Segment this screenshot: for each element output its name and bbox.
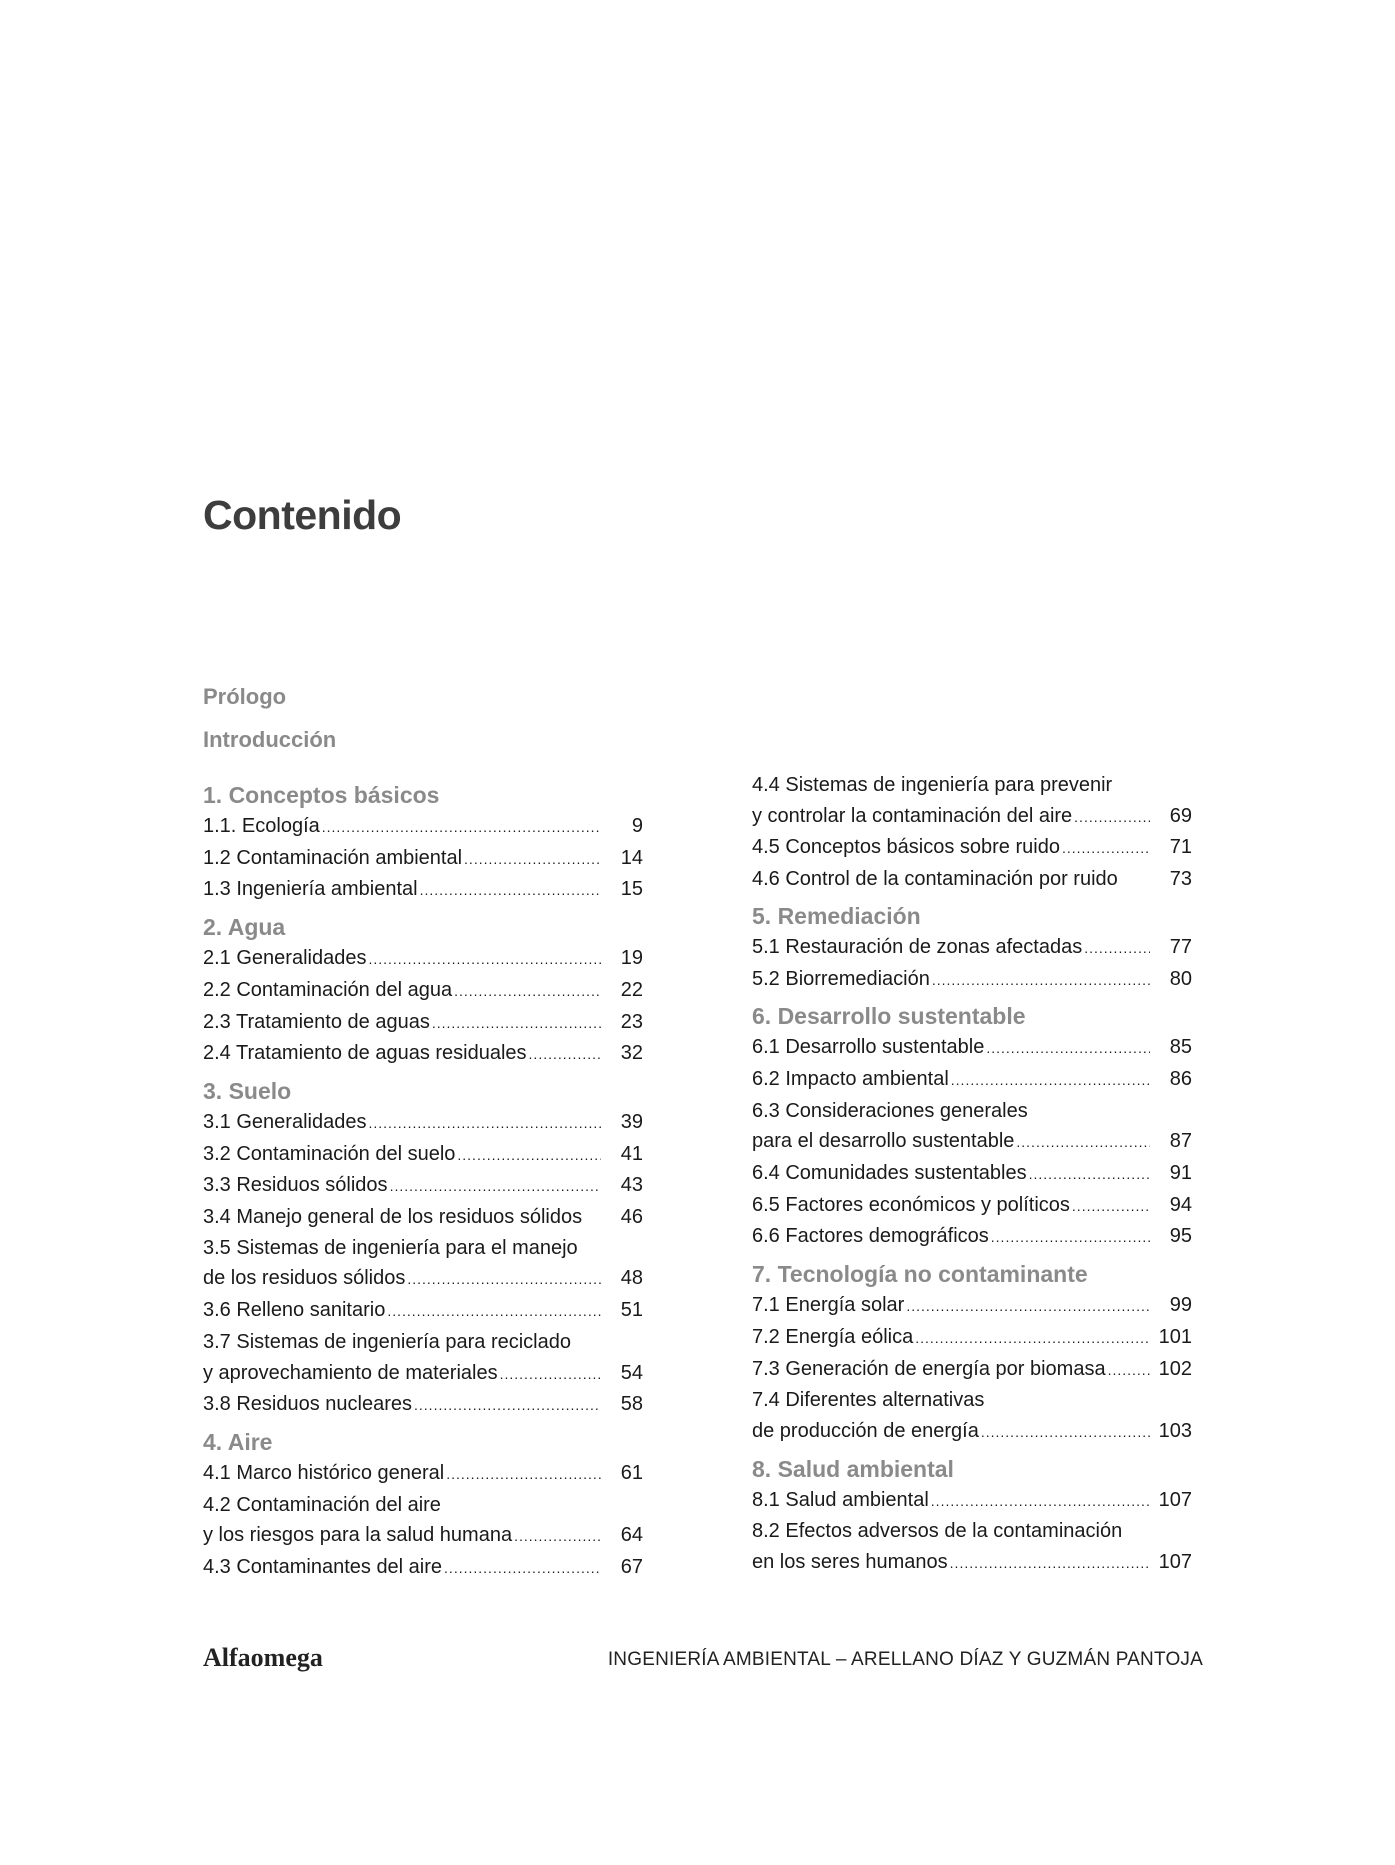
toc-page-number: 91 (1169, 1162, 1192, 1185)
toc-entry-title: 3.6 Relleno sanitario (203, 1299, 386, 1322)
toc-entry-title: de producción de energía (752, 1419, 979, 1442)
toc-entry-title: de los residuos sólidos (203, 1267, 406, 1290)
dot-leader (457, 1140, 601, 1171)
dot-leader (1029, 1159, 1150, 1190)
toc-page-number: 80 (1169, 967, 1192, 990)
toc-entry-title: 5.1 Restauración de zonas afectadas (752, 935, 1083, 958)
toc-entry[interactable] (203, 943, 643, 975)
toc-entry-title: 4.5 Conceptos básicos sobre ruido (752, 836, 1060, 859)
toc-entry-row (752, 1190, 1192, 1222)
dot-leader (414, 1390, 601, 1421)
toc-entry-row (203, 1139, 643, 1171)
toc-entry-row (752, 801, 1192, 833)
dot-leader (1074, 802, 1150, 833)
toc-entry[interactable] (752, 932, 1192, 964)
toc-entry-title: 8.1 Salud ambiental (752, 1488, 929, 1511)
toc-page-number: 46 (620, 1206, 643, 1229)
toc-section-heading[interactable]: 6. Desarrollo sustentable (752, 1003, 1026, 1030)
dot-leader (407, 1264, 601, 1295)
toc-page-number: 19 (620, 947, 643, 970)
dot-leader (529, 1039, 601, 1070)
dot-leader (950, 1548, 1150, 1579)
toc-entry-title: 6.5 Factores económicos y políticos (752, 1193, 1070, 1216)
toc-page-number: 85 (1169, 1036, 1192, 1059)
running-footer-text: INGENIERÍA AMBIENTAL – ARELLANO DÍAZ Y GUZMÁN PANTOJA (607, 1649, 1203, 1670)
dot-leader (322, 812, 601, 843)
dot-leader (932, 965, 1150, 996)
dot-leader (1016, 1127, 1150, 1158)
toc-entry-row (203, 874, 643, 906)
toc-page-number: 102 (1158, 1357, 1192, 1380)
toc-entry-row (752, 1485, 1192, 1517)
toc-entry-title: 1.2 Contaminación ambiental (203, 846, 463, 869)
toc-entry[interactable] (752, 1485, 1192, 1517)
toc-entry[interactable] (203, 1233, 643, 1295)
toc-entry[interactable] (752, 1290, 1192, 1322)
toc-entry-row (752, 1354, 1192, 1386)
toc-entry-title: 2.2 Contaminación del agua (203, 978, 453, 1001)
toc-page-number: 39 (620, 1110, 643, 1133)
toc-page-number: 41 (620, 1142, 643, 1165)
dot-leader (387, 1296, 601, 1327)
toc-entry-first-line: 4.4 Sistemas de ingeniería para prevenir (752, 774, 1113, 796)
toc-entry-title: 5.2 Biorremediación (752, 967, 930, 990)
toc-page-number: 48 (620, 1267, 643, 1290)
toc-entry[interactable] (752, 1221, 1192, 1253)
toc-entry-title: 1.1. Ecología (203, 815, 320, 837)
toc-entry-title: 4.6 Control de la contaminación por ruido (752, 868, 1118, 891)
dot-leader (1084, 933, 1150, 964)
toc-entry-row (203, 1458, 643, 1490)
toc-entry-first-line: 3.5 Sistemas de ingeniería para el manejo (203, 1236, 578, 1259)
toc-section-heading[interactable]: 4. Aire (203, 1428, 273, 1455)
toc-entry-row (203, 1038, 643, 1070)
toc-entry-first-line: 7.4 Diferentes alternativas (752, 1389, 985, 1412)
toc-entry-row (752, 964, 1192, 996)
publisher-logo-text: Alfaomega (203, 1643, 323, 1672)
toc-page-number: 71 (1169, 836, 1192, 859)
toc-section-heading[interactable]: 3. Suelo (203, 1077, 292, 1104)
toc-entry-row (203, 811, 643, 843)
toc-page-number: 32 (620, 1042, 643, 1065)
toc-entry-title: 7.1 Energía solar (752, 1294, 905, 1317)
toc-page-number: 107 (1158, 1551, 1192, 1574)
toc-page-number: 23 (620, 1010, 643, 1033)
toc-entry[interactable] (203, 975, 643, 1007)
toc-entry-title: 7.3 Generación de energía por biomasa (752, 1357, 1106, 1380)
toc-entry-row (203, 843, 643, 875)
toc-entry-row (752, 1416, 1192, 1448)
toc-entry[interactable] (752, 964, 1192, 996)
toc-entry[interactable] (752, 1385, 1192, 1447)
toc-entry-row (752, 932, 1192, 964)
dot-leader (906, 1291, 1150, 1322)
dot-leader (420, 875, 601, 906)
toc-entry[interactable] (752, 1190, 1192, 1222)
toc-page-number: 95 (1169, 1225, 1192, 1248)
dot-leader (514, 1521, 601, 1552)
toc-entry[interactable] (203, 1490, 643, 1552)
dot-leader (432, 1008, 601, 1039)
dot-leader (368, 944, 601, 975)
toc-entry[interactable] (203, 1202, 643, 1233)
toc-entry-first-line: 3.7 Sistemas de ingeniería para reciclado (203, 1330, 571, 1353)
toc-entry[interactable] (203, 1327, 643, 1389)
toc-page-number: 101 (1158, 1325, 1192, 1348)
toc-entry-row (752, 1221, 1192, 1253)
toc-entry-title: 2.4 Tratamiento de aguas residuales (203, 1042, 527, 1065)
toc-page-number: 99 (1169, 1294, 1192, 1317)
toc-entry-row (203, 975, 643, 1007)
toc-entry[interactable] (203, 1170, 643, 1202)
dot-leader (986, 1033, 1150, 1064)
toc-page-number: 73 (1169, 868, 1192, 891)
toc-entry-row (203, 1295, 643, 1327)
toc-entry-first-line: 8.2 Efectos adversos de la contaminación (752, 1520, 1123, 1543)
toc-entry-row (203, 1552, 643, 1584)
toc-entry-row (752, 1126, 1192, 1158)
toc-page-number: 87 (1169, 1130, 1192, 1153)
toc-page-number: 67 (620, 1556, 643, 1579)
toc-page-number: 14 (620, 846, 643, 869)
toc-page-number: 103 (1158, 1419, 1192, 1442)
toc-entry-title: 4.1 Marco histórico general (203, 1461, 445, 1484)
toc-page-number: 9 (631, 815, 643, 837)
toc-entry-title: 3.2 Contaminación del suelo (203, 1142, 456, 1165)
toc-page-number: 69 (1169, 804, 1192, 827)
toc-entry[interactable] (752, 1032, 1192, 1064)
toc-entry-row (203, 1263, 643, 1295)
toc-entry-row (752, 1032, 1192, 1064)
toc-entry-title: en los seres humanos (752, 1551, 948, 1574)
toc-page-number: 94 (1169, 1193, 1192, 1216)
toc-entry-title: 3.3 Residuos sólidos (203, 1174, 388, 1197)
toc-section-heading[interactable]: 2. Agua (203, 914, 286, 941)
dot-leader (915, 1323, 1150, 1354)
toc-section-heading[interactable]: 8. Salud ambiental (752, 1455, 954, 1482)
toc-entry-title: 1.3 Ingeniería ambiental (203, 878, 418, 901)
toc-entry[interactable] (203, 1458, 643, 1490)
toc-entry-title: para el desarrollo sustentable (752, 1130, 1015, 1153)
toc-entry[interactable] (752, 864, 1192, 895)
toc-entry-first-line: 6.3 Consideraciones generales (752, 1099, 1028, 1122)
toc-preface[interactable]: Prólogo (203, 684, 287, 709)
toc-entry[interactable] (752, 1354, 1192, 1386)
toc-entry[interactable] (203, 1038, 643, 1070)
toc-entry[interactable] (203, 1295, 643, 1327)
toc-page-number: 22 (620, 978, 643, 1001)
toc-entry[interactable] (752, 1096, 1192, 1158)
dot-leader (1072, 1191, 1150, 1222)
toc-entry-title: y controlar la contaminación del aire (752, 804, 1073, 827)
toc-entry[interactable] (203, 1552, 643, 1584)
toc-entry-row (203, 1520, 643, 1552)
toc-page-number: 86 (1169, 1067, 1192, 1090)
dot-leader (981, 1417, 1150, 1448)
toc-entry-title: 3.4 Manejo general de los residuos sólidos (203, 1206, 583, 1229)
toc-entry[interactable] (203, 843, 643, 875)
toc-section-heading[interactable]: 5. Remediación (752, 902, 921, 929)
dot-leader (390, 1171, 601, 1202)
dot-leader (951, 1065, 1150, 1096)
toc-entry[interactable] (203, 1007, 643, 1039)
toc-entry-title: y los riesgos para la salud humana (203, 1524, 513, 1547)
toc-entry-title: 3.8 Residuos nucleares (203, 1393, 413, 1416)
toc-entry-row (203, 1389, 643, 1421)
toc-left-column (203, 774, 643, 1584)
toc-entry-row (203, 1170, 643, 1202)
toc-entry-row (752, 1322, 1192, 1354)
toc-entry-first-line: 4.2 Contaminación del aire (203, 1493, 441, 1516)
toc-introduction[interactable]: Introducción (203, 727, 337, 752)
toc-entry[interactable] (203, 874, 643, 906)
toc-entry-title: 2.3 Tratamiento de aguas (203, 1010, 430, 1033)
toc-entry-title: y aprovechamiento de materiales (203, 1361, 498, 1384)
toc-page-number: 107 (1158, 1488, 1192, 1511)
toc-page-number: 43 (620, 1174, 643, 1197)
toc-entry-row (203, 1007, 643, 1039)
dot-leader (454, 976, 601, 1007)
dot-leader (500, 1359, 601, 1390)
toc-entry[interactable] (752, 1322, 1192, 1354)
toc-entry[interactable] (203, 1107, 643, 1139)
dot-leader (991, 1222, 1150, 1253)
toc-entry-row (203, 943, 643, 975)
toc-entry-title: 6.4 Comunidades sustentables (752, 1162, 1027, 1185)
toc-entry[interactable] (203, 811, 643, 843)
dot-leader (444, 1553, 601, 1584)
dot-leader (1062, 833, 1150, 864)
toc-entry-title: 6.6 Factores demográficos (752, 1225, 989, 1248)
toc-entry-row (752, 1158, 1192, 1190)
dot-leader (1108, 1355, 1150, 1386)
toc-entry-title: 6.2 Impacto ambiental (752, 1067, 949, 1090)
toc-entry-title: 2.1 Generalidades (203, 947, 367, 970)
toc-entry-title: 3.1 Generalidades (203, 1110, 367, 1133)
toc-entry-row (752, 864, 1192, 895)
dot-leader (368, 1108, 601, 1139)
toc-entry[interactable] (752, 770, 1192, 832)
toc-entry-row (752, 832, 1192, 864)
toc-entry[interactable] (203, 1389, 643, 1421)
toc-page-number: 77 (1169, 935, 1192, 958)
toc-entry[interactable] (752, 1158, 1192, 1190)
toc-section-heading[interactable]: 1. Conceptos básicos (203, 782, 440, 808)
toc-entry-row (203, 1358, 643, 1390)
toc-entry-row (752, 1064, 1192, 1096)
toc-entry[interactable] (752, 1516, 1192, 1578)
toc-entry-row (203, 1107, 643, 1139)
toc-entry-title: 7.2 Energía eólica (752, 1325, 914, 1348)
dot-leader (446, 1459, 601, 1490)
toc-page-number: 58 (620, 1393, 643, 1416)
toc-page-number: 15 (620, 878, 643, 901)
dot-leader (464, 844, 601, 875)
page-title: Contenido (203, 492, 402, 538)
dot-leader (931, 1486, 1150, 1517)
toc-section-heading[interactable]: 7. Tecnología no contaminante (752, 1261, 1088, 1288)
toc-entry[interactable] (752, 832, 1192, 864)
toc-entry-row (752, 1547, 1192, 1579)
toc-right-column (752, 770, 1192, 1579)
toc-page-number: 64 (620, 1524, 643, 1547)
toc-entry-row (203, 1202, 643, 1233)
running-footer (608, 1649, 1203, 1671)
toc-entry[interactable] (752, 1064, 1192, 1096)
toc-entry-row (752, 1290, 1192, 1322)
toc-entry-title: 6.1 Desarrollo sustentable (752, 1036, 985, 1059)
toc-entry[interactable] (203, 1139, 643, 1171)
toc-page-number: 61 (620, 1461, 643, 1484)
toc-page-number: 51 (620, 1299, 643, 1322)
toc-entry-title: 4.3 Contaminantes del aire (203, 1556, 443, 1579)
toc-page-number: 54 (620, 1361, 643, 1384)
